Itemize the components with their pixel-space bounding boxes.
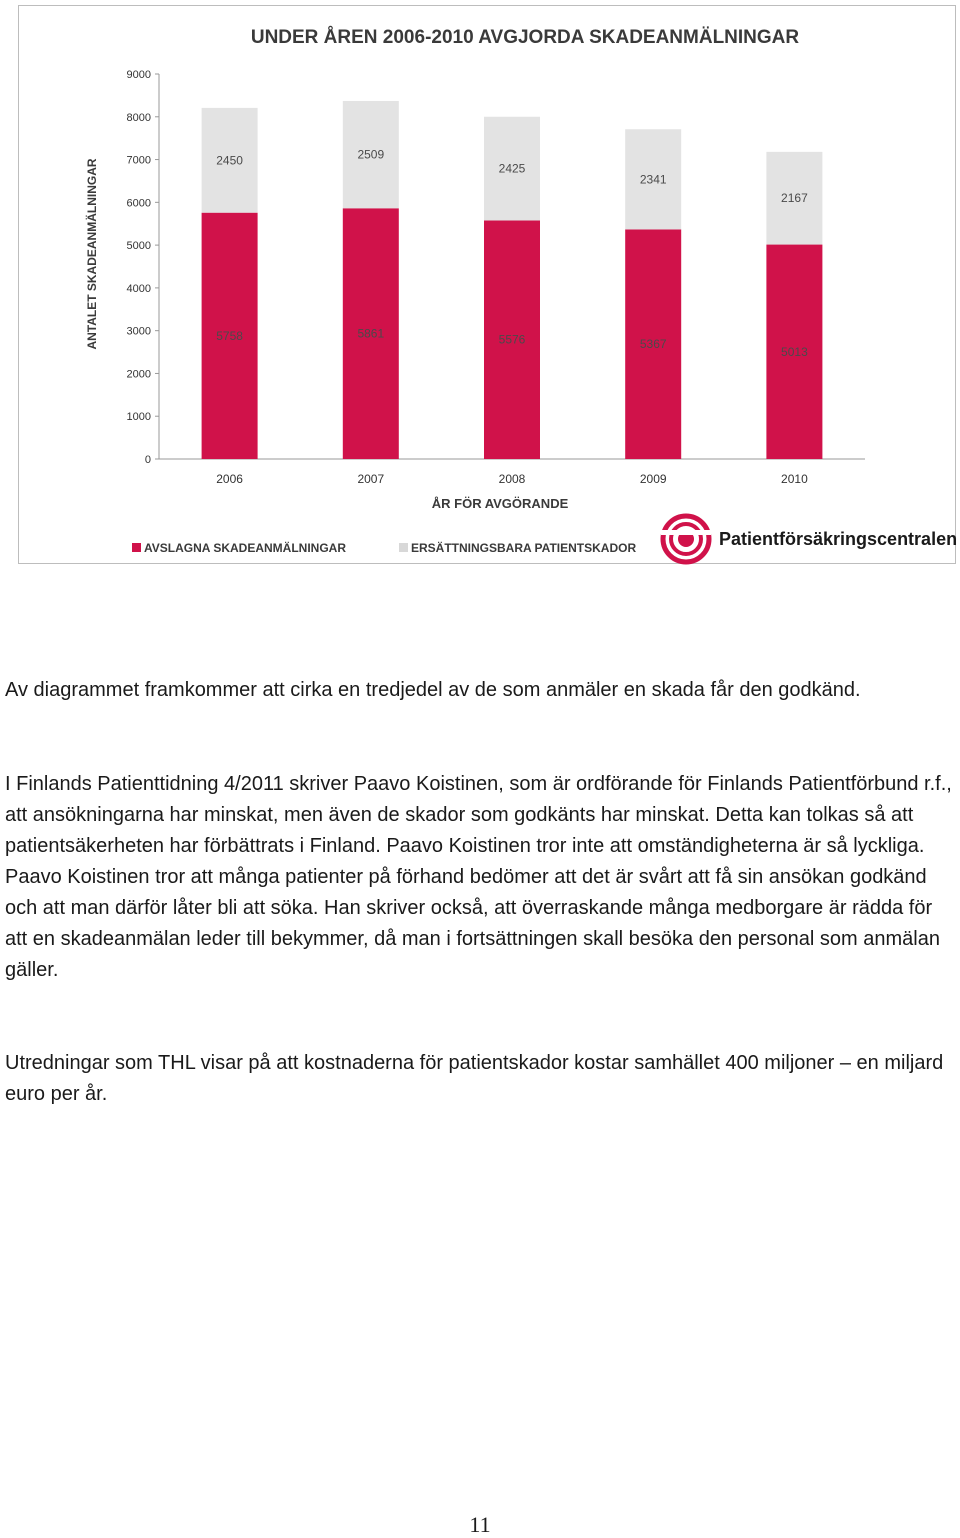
x-axis-label: ÅR FÖR AVGÖRANDE [431,496,569,511]
chart-bars [202,101,823,459]
data-label-ersattningsbara-2008: 2425 [498,161,526,176]
data-label-avslagna-2010: 5013 [781,344,808,359]
y-tick-label: 3000 [126,325,151,338]
chart-figure [18,5,956,564]
x-tick-label-2009: 2009 [639,472,667,486]
x-tick-label-2008: 2008 [498,472,526,486]
y-tick-label: 8000 [126,111,151,124]
legend-label-1: ERSÄTTNINGSBARA PATIENTSKADOR [411,541,637,555]
y-tick-label: 7000 [126,154,151,167]
logo-mark-icon [661,516,711,562]
chart-title: UNDER ÅREN 2006-2010 AVGJORDA SKADEANMÄLNINGAR [250,27,800,48]
legend-swatch-0 [132,543,141,552]
x-tick-label-2010: 2010 [781,472,808,486]
y-tick-label: 6000 [126,197,151,210]
y-tick-label: 5000 [126,240,151,253]
legend-swatch-1 [399,543,408,552]
paragraph-thl: Utredningar som THL visar på att kostnaderna för patientskador kostar samhället 400 miljoner – en miljard euro per år. [5,1052,944,1105]
x-tick-label-2006: 2006 [216,472,243,486]
data-label-avslagna-2009: 5367 [639,337,667,352]
chart-legend [132,540,636,555]
data-label-ersattningsbara-2006: 2450 [216,153,243,168]
y-axis-label: ANTALET SKADEANMÄLNINGAR [85,158,99,350]
stacked-bar-chart [19,6,957,565]
y-tick-label: 9000 [126,69,151,81]
y-tick-label: 2000 [126,368,151,381]
page-number: 11 [469,1512,491,1537]
y-tick-label: 1000 [126,411,151,424]
data-label-avslagna-2006: 5758 [216,328,243,343]
data-label-avslagna-2008: 5576 [498,332,526,347]
paragraph-koistinen: I Finlands Patienttidning 4/2011 skriver Paavo Koistinen, som är ordförande för Finlands Patientförbund r.f., att ansökningarna har minskat, men även de skador som godkänts har minskat. Detta kan tolkas så att patientsäkerheten har förbättrats i Finland. Paavo Koistinen tror inte att omständigheterna är så lyckliga. Paavo Koistinen tror att många patienter på förhand bedömer att det är svårt att få sin ansökan godkänd och att man därför låter bli att söka. Han skriver också, att överraskande många medborgare är rädda för att en skadeanmälan leder till bekymmer, då man i fortsättningen skall besöka den personal som anmälan gäller. [5,773,952,981]
data-label-avslagna-2007: 5861 [357,326,385,341]
logo-text: Patientförsäkringscentralen [719,529,957,549]
y-tick-label: 0 [144,454,151,466]
legend-label-0: AVSLAGNA SKADEANMÄLNINGAR [144,541,346,555]
data-label-ersattningsbara-2007: 2509 [357,147,385,162]
x-tick-label-2007: 2007 [357,472,385,486]
data-label-ersattningsbara-2010: 2167 [781,191,808,206]
data-label-ersattningsbara-2009: 2341 [639,172,667,187]
y-tick-label: 4000 [126,282,151,295]
patientforsakringscentralen-logo [661,516,957,562]
paragraph-intro: Av diagrammet framkommer att cirka en tredjedel av de som anmäler en skada får den godkänd. [5,679,861,701]
